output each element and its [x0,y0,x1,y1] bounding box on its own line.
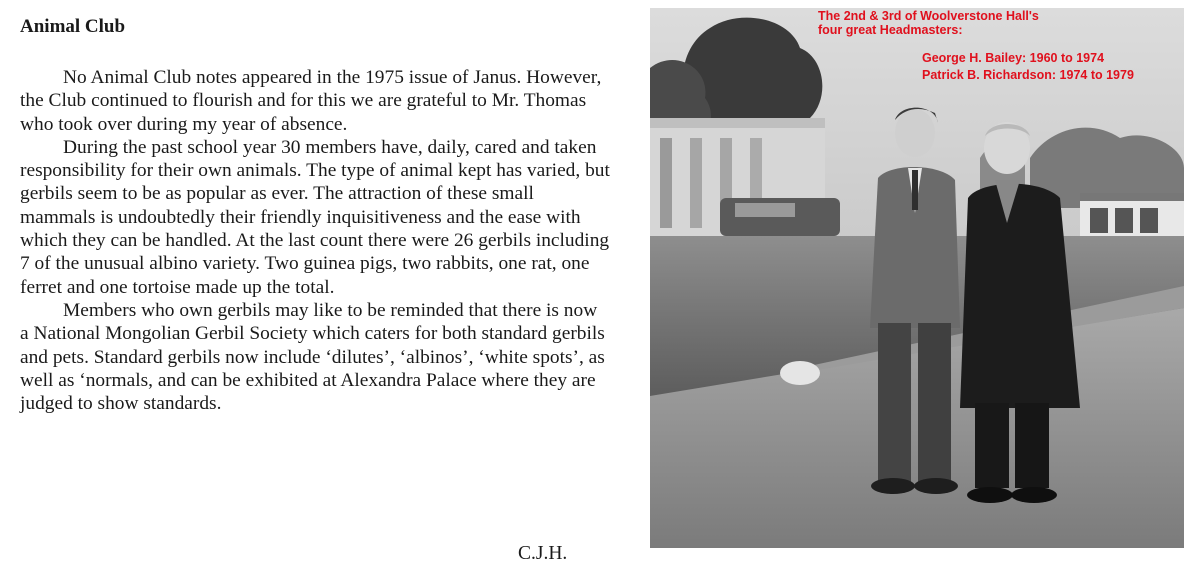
article [20,14,620,564]
caption-title-line-1: The 2nd & 3rd of Woolverstone Hall's [818,9,1039,23]
article-paragraph-3: Members who own gerbils may like to be reminded that there is now a National Mongolian Gerbil Society which caters for both standard gerbils and pets. Standard gerbils now include ‘dilutes’, ‘albinos’, ‘white spots’, as well as ‘normals, and can be exhibited at Alexandra Palace where they are judged to show standards. [20,299,605,415]
article-heading: Animal Club [20,16,126,37]
photo-caption-title [818,9,1039,37]
article-paragraph-1: No Animal Club notes appeared in the 1975 issue of Janus. However, the Club continued to flourish and for this we are grateful to Mr. Thomas who took over during my year of absence. [20,67,602,135]
photo-scene [650,8,1184,548]
article-paragraph-2: During the past school year 30 members have, daily, cared and taken responsibility for their own animals. The type of animal kept has varied, but gerbils seem to be as popular as ever. The attraction of these small mammals is undoubtedly their friendly inquisitiveness and the ease with which they can be handled. At the last count there were 26 gerbils including 7 of the unusual albino variety. Two guinea pigs, two rabbits, one rat, one ferret and one tortoise made up the total. [20,136,610,298]
caption-title-line-2: four great Headmasters: [818,23,963,37]
article-signature: C.J.H. [518,543,568,564]
stone [780,361,820,385]
caption-headmaster-1: George H. Bailey: 1960 to 1974 [922,51,1105,65]
photo-caption-names [922,50,1134,84]
headmasters-photo [650,8,1184,548]
caption-headmaster-2: Patrick B. Richardson: 1974 to 1979 [922,68,1134,82]
article-body [20,66,610,415]
